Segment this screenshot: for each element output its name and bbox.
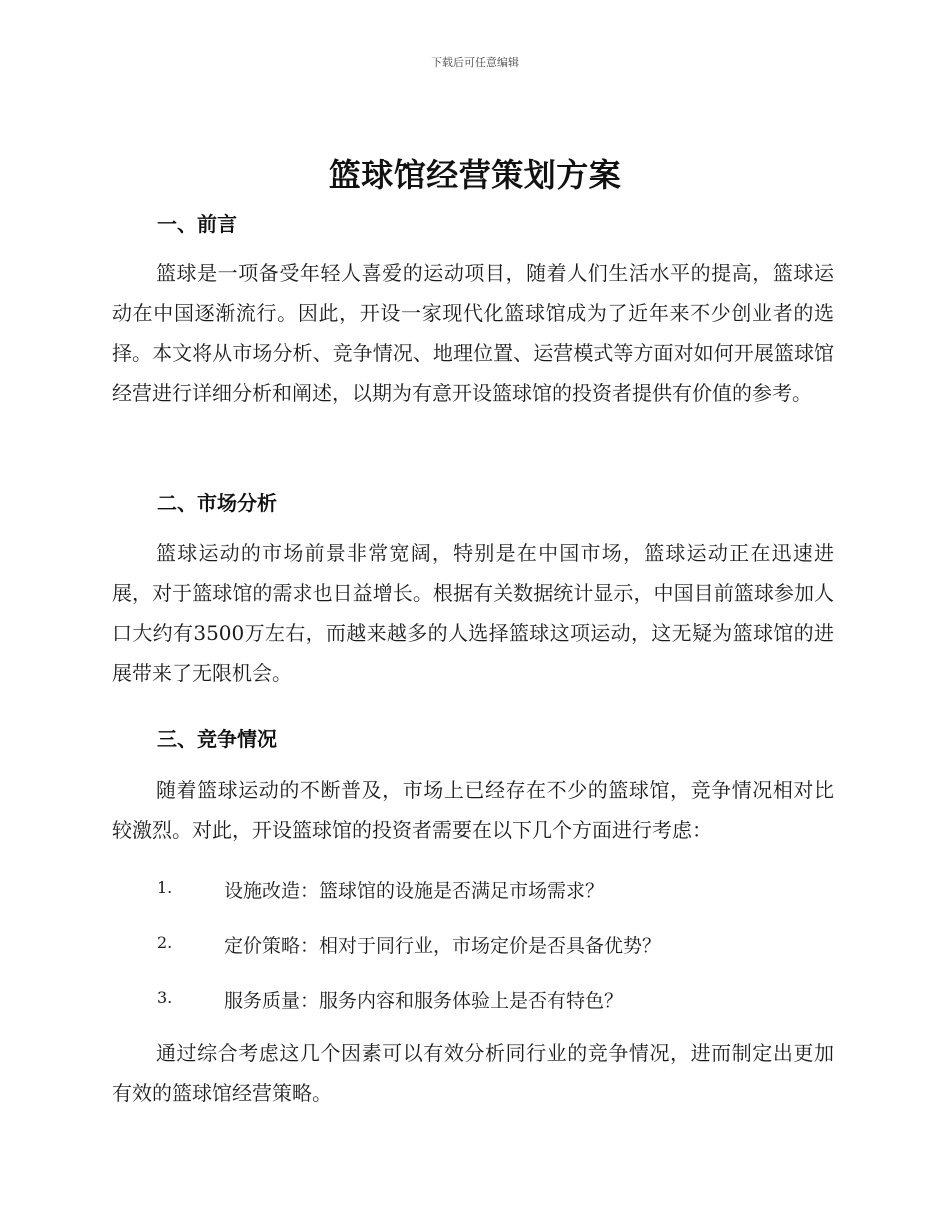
document-title: 篮球馆经营策划方案 [328,156,622,194]
paragraph-market: 篮球运动的市场前景非常宽阔，特别是在中国市场，篮球运动正在迅速进展，对于篮球馆的需求也日益增长。根据有关数据统计显示，中国目前篮球参加人口大约有3500万左右，而越来越多的人选择篮球这项运动，这无疑为篮球馆的进展带来了无限机会。 [112,541,834,685]
paragraph-competition-conclusion: 通过综合考虑这几个因素可以有效分析同行业的竞争情况，进而制定出更加有效的篮球馆经营策略。 [112,1041,834,1105]
paragraph-preface: 篮球是一项备受年轻人喜爱的运动项目，随着人们生活水平的提高，篮球运动在中国逐渐流行。因此，开设一家现代化篮球馆成为了近年来不少创业者的选择。本文将从市场分析、竞争情况、地理位置、运营模式等方面对如何开展篮球馆经营进行详细分析和阐述，以期为有意开设篮球馆的投资者提供有价值的参考。 [112,261,834,405]
list-item-number: 1. [157,878,173,897]
paragraph-competition-intro: 随着篮球运动的不断普及，市场上已经存在不少的篮球馆，竞争情况相对比较激烈。对此，开设篮球馆的投资者需要在以下几个方面进行考虑： [112,778,834,842]
section-heading-competition: 三、竞争情况 [157,727,277,751]
page-header-note: 下载后可任意编辑 [431,56,519,69]
list-item-number: 2. [157,933,173,952]
list-item-text: 定价策略：相对于同行业，市场定价是否具备优势？ [224,935,662,957]
list-item-text: 设施改造：篮球馆的设施是否满足市场需求？ [224,880,605,902]
section-heading-market: 二、市场分析 [157,491,277,515]
list-item-number: 3. [157,988,173,1007]
section-heading-preface: 一、前言 [157,212,237,236]
list-item-text: 服务质量：服务内容和服务体验上是否有特色？ [224,990,624,1012]
